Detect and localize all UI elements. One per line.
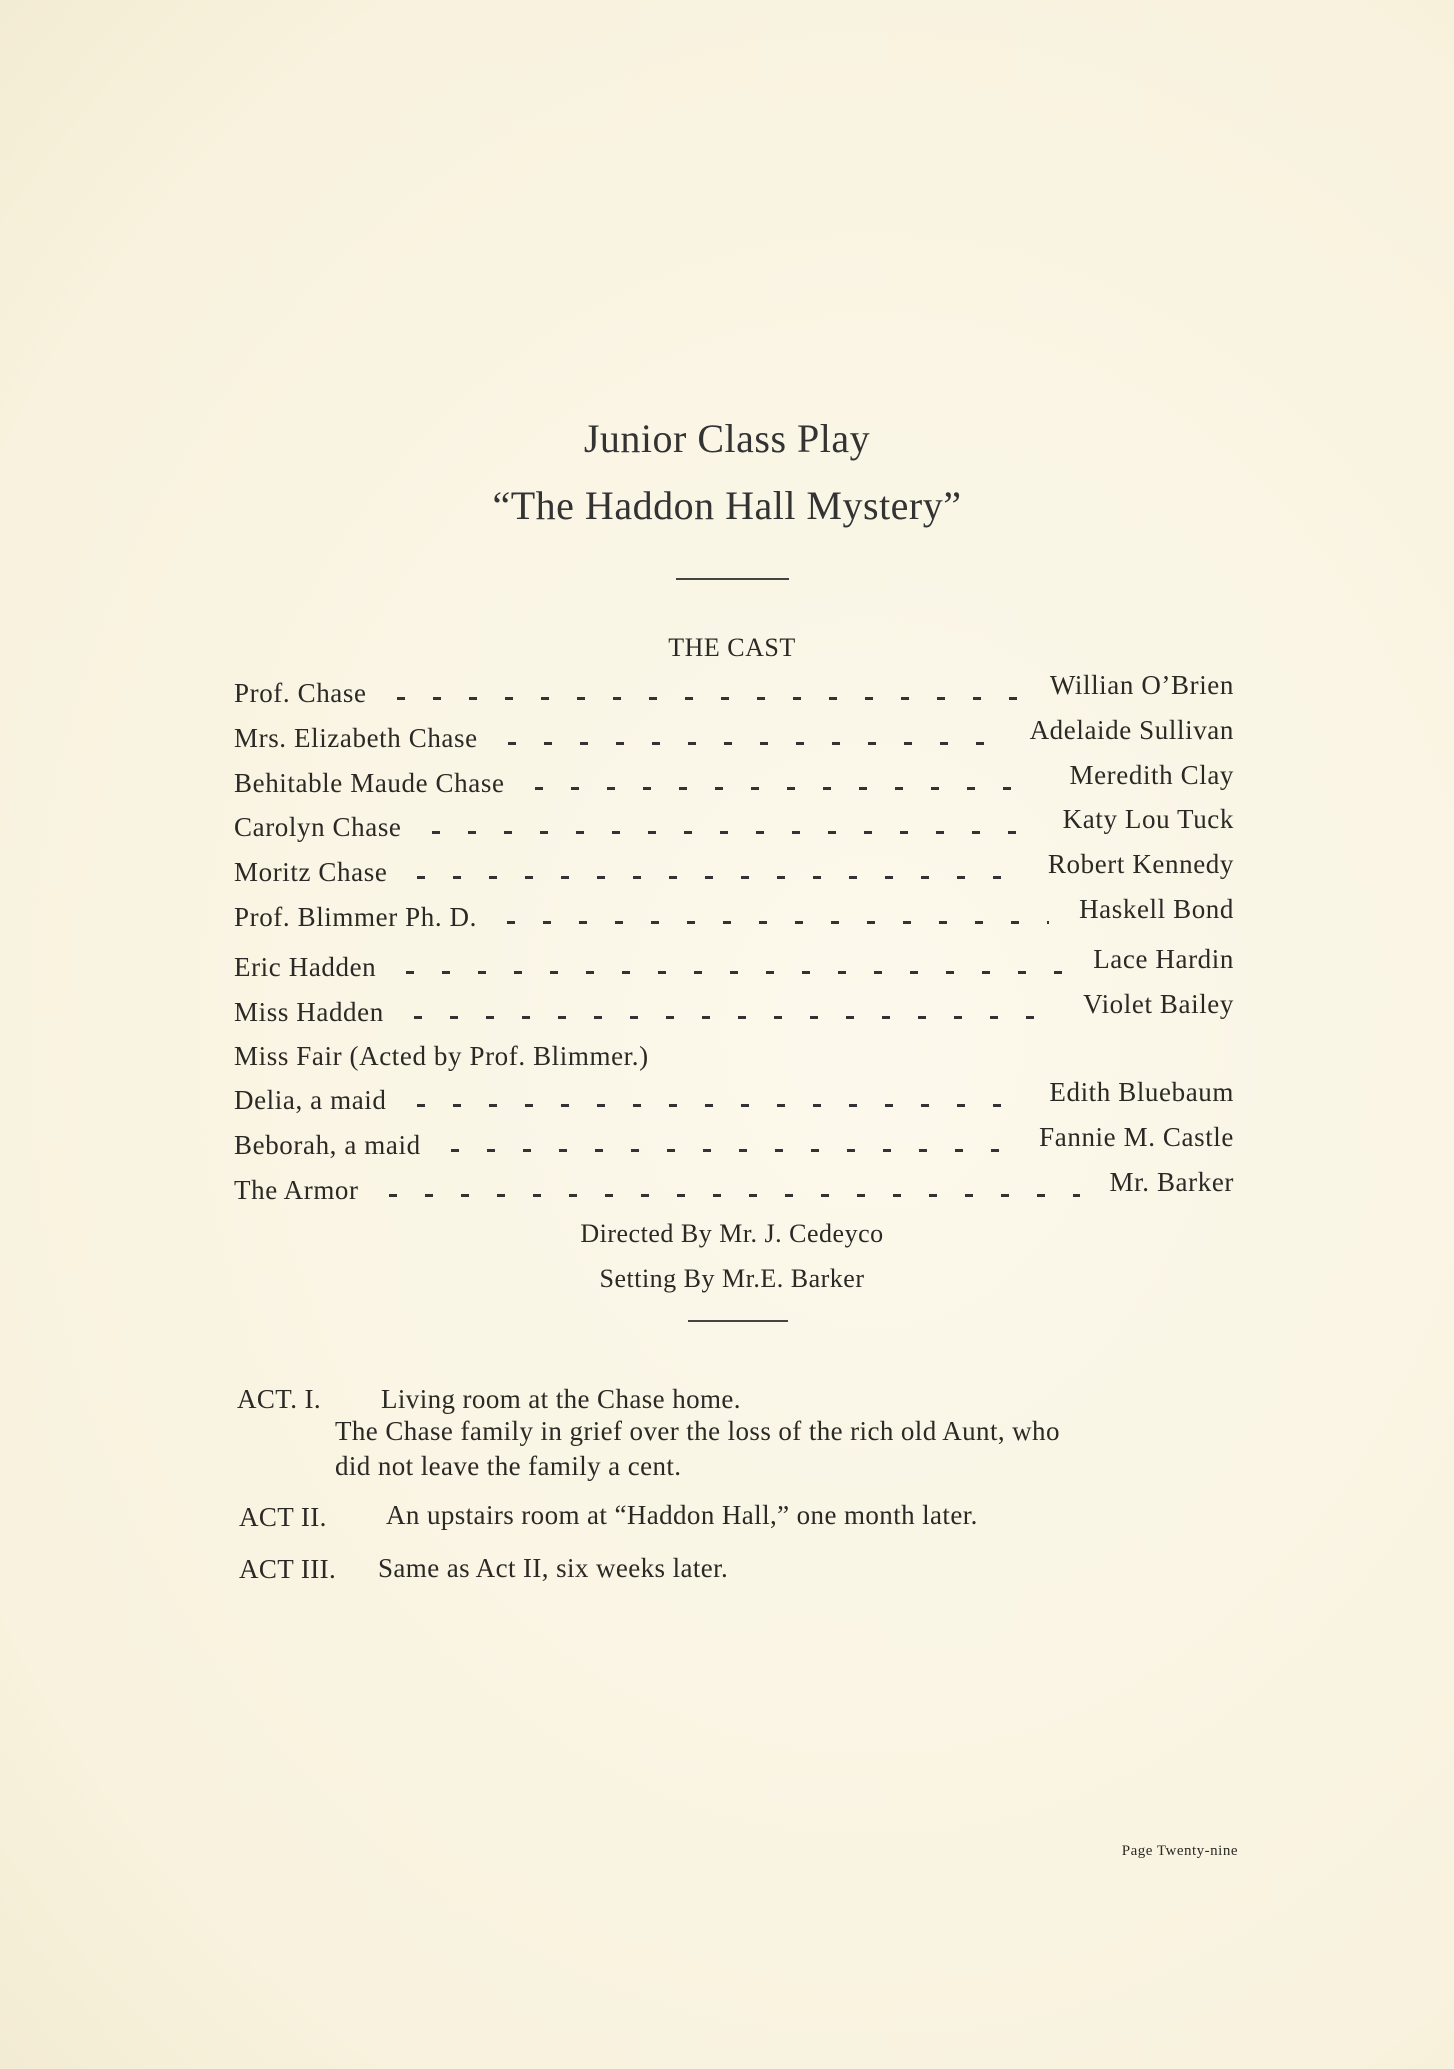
director-credit: Directed By Mr. J. Cedeyco: [580, 1219, 884, 1248]
cast-heading: THE CAST: [668, 633, 796, 662]
dash-leader: [417, 1104, 1020, 1107]
cast-role: Prof. Chase: [234, 678, 367, 708]
cast-actor: Willian O’Brien: [1049, 670, 1234, 700]
cast-row: [234, 670, 1234, 718]
act-label: ACT III.: [239, 1554, 337, 1584]
act-description: The Chase family in grief over the loss of the rich old Aunt, who: [335, 1416, 1060, 1446]
act-description: An upstairs room at “Haddon Hall,” one month later.: [386, 1500, 978, 1530]
cast-row: [234, 1167, 1234, 1215]
cast-role: Carolyn Chase: [234, 812, 402, 842]
act-description: did not leave the family a cent.: [335, 1451, 682, 1481]
dash-leader: [432, 831, 1033, 834]
cast-actor: Fannie M. Castle: [1039, 1122, 1234, 1152]
cast-row: [234, 989, 1234, 1037]
play-title: “The Haddon Hall Mystery”: [492, 483, 962, 528]
cast-role: Prof. Blimmer Ph. D.: [234, 902, 478, 932]
cast-actor: Robert Kennedy: [1047, 849, 1234, 879]
dash-leader: [507, 921, 1049, 924]
dash-leader: [535, 787, 1040, 790]
dash-leader: [389, 1194, 1080, 1197]
cast-actor: Lace Hardin: [1093, 944, 1234, 974]
dash-leader: [414, 1016, 1053, 1019]
cast-role: Beborah, a maid: [234, 1130, 421, 1160]
cast-role: Behitable Maude Chase: [234, 768, 505, 798]
cast-row: [234, 715, 1234, 763]
page-title: Junior Class Play: [583, 416, 871, 461]
dash-leader: [406, 971, 1063, 974]
dash-leader: [451, 1149, 1009, 1152]
cast-role: Eric Hadden: [234, 952, 377, 982]
cast-row: [234, 804, 1234, 852]
cast-role: The Armor: [234, 1175, 359, 1205]
cast-actor: Violet Bailey: [1083, 989, 1234, 1019]
cast-role: Mrs. Elizabeth Chase: [234, 723, 478, 753]
cast-role: Miss Hadden: [234, 997, 384, 1027]
cast-role: Delia, a maid: [234, 1085, 387, 1115]
cast-row: [234, 1122, 1234, 1170]
cast-actor: Edith Bluebaum: [1049, 1077, 1234, 1107]
cast-row: [234, 944, 1234, 992]
cast-row: [234, 760, 1234, 808]
setting-credit: Setting By Mr.E. Barker: [599, 1264, 865, 1293]
divider: [688, 1320, 788, 1322]
cast-row: [234, 894, 1234, 942]
cast-row: [234, 849, 1234, 897]
act-description: Living room at the Chase home.: [381, 1384, 741, 1414]
cast-role: Miss Fair (Acted by Prof. Blimmer.): [234, 1041, 649, 1071]
cast-actor: Meredith Clay: [1069, 760, 1234, 790]
cast-row: [234, 1041, 1234, 1081]
dash-leader: [508, 742, 1000, 745]
cast-actor: Mr. Barker: [1109, 1167, 1234, 1197]
act-description: Same as Act II, six weeks later.: [378, 1553, 729, 1583]
act-label: ACT. I.: [237, 1384, 322, 1414]
dash-leader: [397, 697, 1020, 700]
dash-leader: [417, 876, 1017, 879]
cast-role: Moritz Chase: [234, 857, 388, 887]
cast-row: [234, 1077, 1234, 1125]
act-label: ACT II.: [239, 1502, 327, 1532]
cast-actor: Adelaide Sullivan: [1029, 715, 1234, 745]
cast-actor: Haskell Bond: [1079, 894, 1234, 924]
cast-actor: Katy Lou Tuck: [1062, 804, 1234, 834]
page-number: Page Twenty-nine: [1121, 1843, 1238, 1859]
divider: [676, 578, 789, 580]
